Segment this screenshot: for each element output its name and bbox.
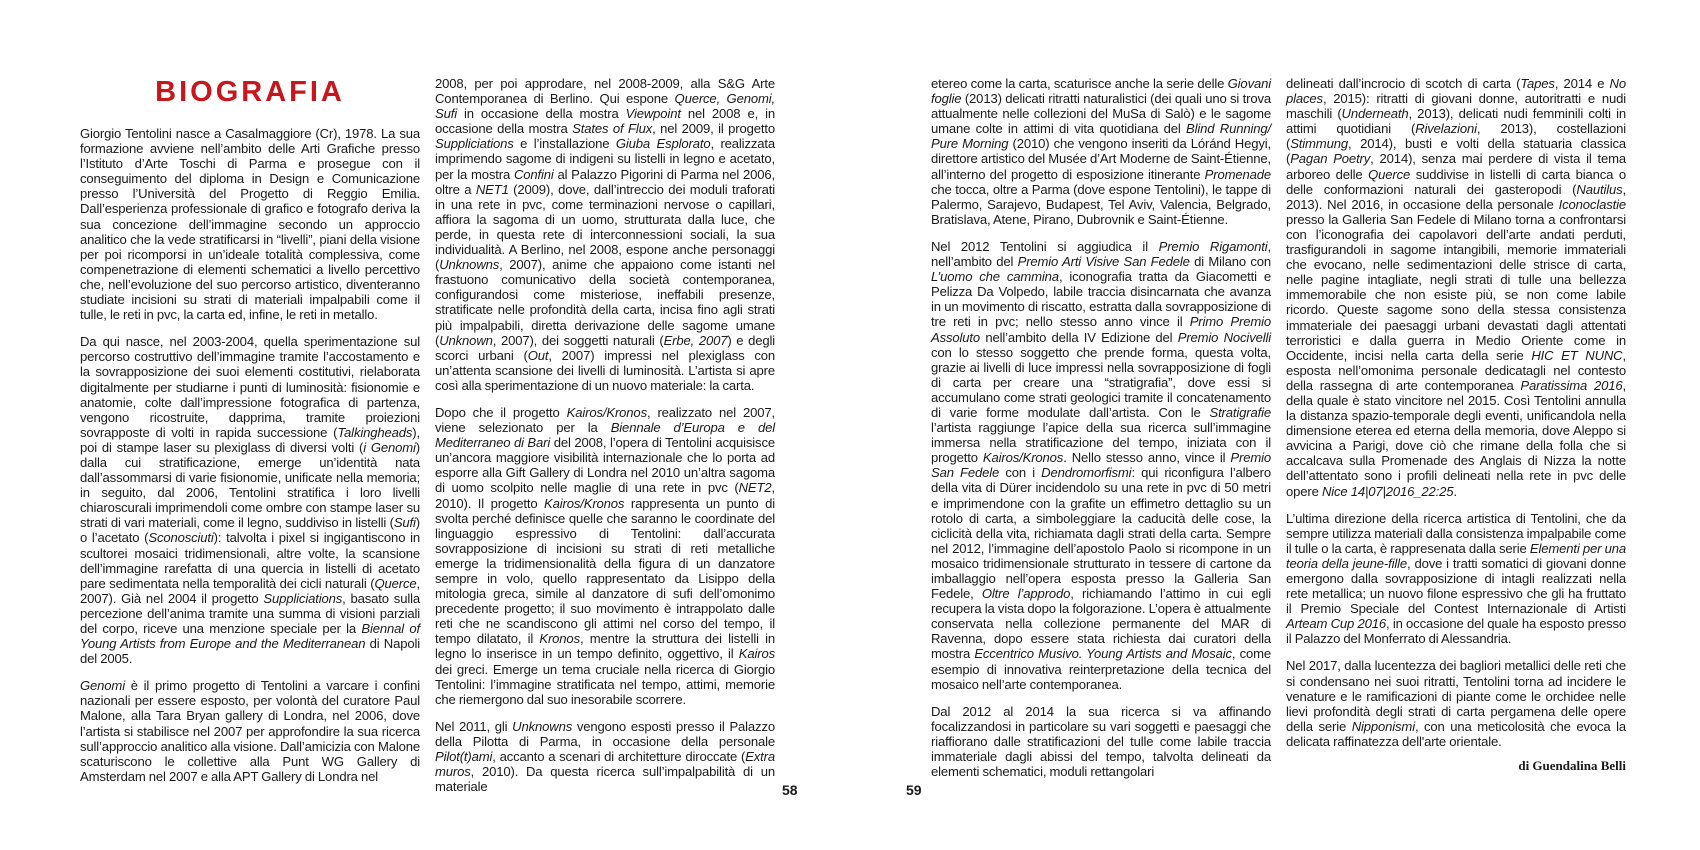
italic-text: Giovani foglie [931, 76, 1271, 107]
italic-text: Arteam Cup 2016 [1286, 616, 1387, 632]
text-run: in occasione della mostra [456, 106, 626, 122]
italic-text: Kronos [539, 631, 580, 647]
italic-text: Suppliciations [435, 136, 514, 152]
text-run: , basato sulla percezione dell’anima tramite una summa di visioni parziali del corpo, riceve una menzione speciale per la [80, 590, 420, 636]
italic-text: Nautilus [1576, 181, 1623, 197]
paragraph [931, 239, 1271, 692]
text-run: , realizzata imprimendo sagome di indigeni su listelli in legno e acetato, per la mostra [435, 136, 775, 182]
text-column-1 [80, 126, 420, 784]
text-run: 2008, per poi approdare, nel 2008-2009, alla S&G Arte Contemporanea di Berlino. Qui espone [435, 76, 775, 107]
text-run: , 2007), dei soggetti naturali ( [492, 332, 664, 348]
italic-text: Unknowns [439, 257, 500, 273]
italic-text: Viewpoint [625, 106, 681, 122]
paragraph [931, 704, 1271, 779]
text-column-2 [435, 76, 775, 794]
italic-text: Promenade [1204, 166, 1271, 182]
italic-text: Kairos/Kronos [566, 404, 647, 420]
text-run: , dove i tratti somatici di giovani donne emergono dalla sovrapposizione di intagli realizzati nella rete metallica; un nuovo filone espressivo che gli ha fruttato il Premio Speciale del Contest Internazionale di Artisti [1286, 555, 1626, 617]
text-run: : qui riconfigura l’albero della vita di Dürer incidendolo su una rete in pvc di 50 metri e imprimendone con la grafite un effimetro dettaglio su un rotolo di carta, a simboleggiare la caducità delle cose, la ciclicità della vita, richiamata dagli strati della carta. Sempre nel 2012, l’immagine dell’apostolo Paolo si ricompone in un mosaico tridimensionale strutturato in tessere di cartone da imballaggio nell’opera esposta presso la Galleria San Fedele, [931, 465, 1272, 602]
text-run: , della quale è stato vincitore nel 2015. Così Tentolini annulla la distanza spazio-temporale degli eventi, unificandola nella dimensione eterea ed eterna della memoria, dove Aleppo si avvicina a Parigi, dove ciò che rimane della folla che si accalcava sulla Promenade des Anglais di Nizza la notte dell’attentato sono i profili delineati nella rete in pvc delle opere [1286, 377, 1626, 499]
italic-text: Giuba Esplorato [615, 136, 711, 152]
italic-text: i Genomi [363, 439, 416, 455]
text-run: , 2010). Da questa ricerca sull’impalpabilità di un materiale [435, 764, 775, 795]
italic-text: Biennale d’Europa e del Mediterraneo di Bari [435, 420, 775, 451]
text-run: , iconografia tratta da Giacometti e Pelizza Da Volpedo, labile traccia disincarnata che avanza in un movimento di riscatto, estratta dalla sovrapposizione di tre reti in pvc; nello stesso anno vince il [931, 269, 1271, 330]
text-run: , 2014), senza mai perdere di vista il tema arboreo delle [1286, 151, 1626, 182]
text-run: Nel 2012 Tentolini si aggiudica il [931, 238, 1159, 254]
italic-text: Unknown [439, 332, 493, 348]
italic-text: Querce [374, 575, 417, 591]
text-run: ), poi di stampe laser su plexiglass di diversi volti ( [80, 424, 420, 455]
text-run: rappresenta un punto di svolta perché definisce quelle che saranno le coordinate del linguaggio espressivo di Tentolini: dall’accurata sovrapposizione di incisioni su strati di reti metalliche emerge la tridimensionalità della figura di un danzatore sempre in volo, quello rappresentato da Lisippo della mitologia greca, simile al danzatore di sufi dell’omonimo precedente progetto; il suo movimento è intrappolato dalle reti che ne scandiscono gli attimi nel corso del tempo, il tempo dilatato, il [435, 495, 775, 647]
text-run: ) e degli scorci urbani ( [435, 332, 775, 363]
italic-text: No places [1286, 76, 1626, 107]
italic-text: Out [527, 347, 549, 363]
text-run: , 2007), anime che appaiono come istanti nel frastuono comunicativo della società contemporanea, configurandosi come misteriose, ineffabili presenze, stratificate nelle profondità della carta, incisa fino agli strati più impalpabili, diretta derivazione delle sagome umane ( [435, 257, 775, 348]
italic-text: Confini [513, 166, 554, 182]
text-run: , richiamando l’attimo in cui egli recupera la vista dopo la folgorazione. L’opera è attualmente conservata nella collezione permanente del MAR di Ravenna, dopo essere stata richiesta dai curatori della mostra [931, 586, 1271, 662]
text-run: , 2015): ritratti di giovani donne, autoritratti e nudi maschili ( [1286, 91, 1626, 122]
text-run: Nel 2011, gli [435, 718, 513, 734]
text-run: , 2007) impressi nel plexiglass con un’attenta scansione dei livelli di luminosità. L’artista si apre così alla sperimentazione di un nuovo materiale: la carta. [435, 347, 775, 393]
text-run: , 2013), costellazioni ( [1286, 121, 1627, 152]
text-run: che tocca, oltre a Parma (dove espone Tentolini), le tappe di Palermo, Sarajevo, Budapest, Tel Aviv, Valencia, Belgrado, Bratislava, Atene, Pirano, Dubrovnik e Saint-Étienne. [931, 181, 1271, 227]
text-run: (2010) che vengono inseriti da Lóránd Hegyi, direttore artistico del Musée d’Art Moderne de Saint-Étienne, all’interno del progetto di esposizione itinerante [931, 136, 1271, 182]
page-title: BIOGRAFIA [155, 76, 345, 108]
text-run: delineati dall’incrocio di scotch di carta ( [1286, 76, 1521, 91]
text-column-4 [1286, 76, 1626, 749]
italic-text: NET1 [475, 181, 509, 197]
text-run: nel 2008 e, in occasione della mostra [435, 106, 775, 137]
text-run: ) dalla cui stratificazione, emerge un’identità nata dall’assommarsi di varie fisionomie, unificate nella memoria; in seguito, dal 2006, Tentolini stratifica i loro livelli chiaroscurali imprimendoli come ombre con stampe laser su strati di vari materiali, come il legno, suddiviso in listelli ( [80, 439, 420, 531]
text-column-3 [931, 76, 1271, 779]
italic-text: Sufi [393, 515, 416, 531]
text-run: , 2010). Il progetto [435, 480, 775, 511]
text-run: L’ultima direzione della ricerca artistica di Tentolini, che da sempre utilizza materiali dalla consistenza impalpabile come il tulle o la carta, è rappresenata dalla serie [1286, 510, 1626, 556]
italic-text: Querce [1368, 166, 1411, 182]
text-run: , come esempio di innovativa reinterpretazione della tecnica del mosaico nell’arte contemporanea. [931, 646, 1271, 692]
italic-text: Paratissima 2016 [1520, 377, 1623, 393]
italic-text: Premio Nocivelli [1177, 329, 1271, 345]
paragraph [80, 334, 420, 666]
text-run: suddivise in listelli di carta bianca o delle conformazioni naturali dei gasteropodi ( [1286, 166, 1626, 197]
paragraph [1286, 658, 1626, 749]
text-run: (2009), dove, dall’intreccio dei moduli traforati in una rete in pvc, come terminazioni nervose o capillari, affiora la sagoma di un uomo, strutturata dalla luce, che perde, in questa rete di interconnessioni sociali, la sua individualità. A Berlino, nel 2008, espone anche personaggi ( [435, 181, 776, 273]
text-run: , 2007). Già nel 2004 il progetto [80, 575, 420, 606]
text-run: , nell’ambito del [931, 238, 1271, 270]
italic-text: Kairos/Kronos [982, 450, 1064, 466]
italic-text: Premio San Fedele [931, 450, 1271, 481]
text-run: , in occasione del quale ha esposto presso il Palazzo del Monferrato di Alessandria. [1286, 616, 1626, 647]
italic-text: Stratigrafie [1209, 404, 1271, 420]
italic-text: Underneath [1341, 106, 1409, 122]
italic-text: States of Flux [572, 121, 653, 137]
paragraph [1286, 511, 1626, 647]
text-run: Da qui nasce, nel 2003-2004, quella sperimentazione sul percorso costruttivo dell’immagine tramite l’accostamento e la sovrapposizione dei suoi elementi costitutivi, rielaborata digitalmente per studiarne i punti di luminosità: fisionomie e anatomie, colte dall’impressione fotografica di partenza, vengono ricostruite, dapprima, tramite proiezioni sovrapposte di volti in rapida successione ( [80, 334, 420, 440]
text-run: ): talvolta i pixel si ingigantiscono in scultorei mosaici tridimensionali, altre volte, la scansione dell’immagine rarefatta di una quercia in listelli di acetato pare sedimentata nella temporalità dei cicli naturali ( [80, 530, 421, 591]
page-number-right: 59 [906, 782, 922, 798]
italic-text: Pagan Poetry [1290, 151, 1371, 167]
italic-text: Oltre l’approdo [981, 586, 1071, 602]
text-run: . [1453, 483, 1457, 499]
text-run: , 2013), delicati nudi femminili colti in attimi quotidiani ( [1286, 106, 1626, 137]
text-run: Giorgio Tentolini nasce a Casalmaggiore (Cr), 1978. La sua formazione avviene nell’ambito delle Arti Grafiche presso l’Istituto d’Arte Toschi di Parma e prosegue con il conseguimento del diploma in Design e Comunicazione presso l’Università del Progetto di Reggio Emilia. Dall’esperienza professionale di grafico e fotografo deriva la sua concezione dell’immagine secondo un approccio analitico che la vede stratificarsi in “livelli”, piani della visione per poi ricomporsi in un’ideale totalità complessiva, come compenetrazione di elementi schematici a livello percettivo che, nell’evoluzione del suo percorso artistico, diventeranno studiate incisioni su strati di materiali impalpabili come il tulle, le reti in pvc, la carta ed, infine, le reti in metallo. [80, 126, 420, 323]
italic-text: Erbe, 2007 [663, 332, 728, 348]
italic-text: Blind Running/ Pure Morning [931, 121, 1271, 152]
text-run: etereo come la carta, scaturisce anche la serie delle [931, 76, 1228, 91]
text-run: con i [999, 465, 1042, 481]
text-run: dei greci. Emerge un tema cruciale nella ricerca di Giorgio Tentolini: l’immagine stratificata nel tempo, attimi, memorie che riemergono dal suo inesorabile scorrere. [435, 661, 775, 707]
italic-text: Eccentrico Musivo. Young Artists and Mosaic [974, 646, 1232, 662]
paragraph [80, 126, 420, 322]
text-run: , 2013). Nel 2016, in occasione della personale [1286, 181, 1626, 212]
text-run: e l’installazione [513, 136, 616, 152]
text-run: con lo stesso soggetto che prende forma, questa volta, grazie ai livelli di luce impressi nella sovrapposizione di fogli di carta per creare una “stratigrafia”, dove essi si accumulano come strati geologici tramite il concatenamento di varie forme modulate dall’artista. Con le [931, 344, 1271, 420]
italic-text: Kairos [738, 646, 775, 662]
italic-text: Iconoclastie [1558, 196, 1626, 212]
text-run: è il primo progetto di Tentolini a varcare i confini nazionali per essere esposto, per volontà del curatore Paul Malone, alla Tara Bryan gallery di Londra, nel 2006, dove l’artista si stabilisce nel 2007 per approfondire la sua ricerca sull’approccio analitico alla visione. Dall’amicizia con Malone scaturiscono le collettive alla Punt WG Gallery di Amsterdam nel 2007 e alla APT Gallery di Londra nel [80, 678, 420, 784]
italic-text: Nipponismi [1351, 718, 1415, 734]
text-run: nell’ambito della IV Edizione del [980, 329, 1178, 345]
text-run: , esposta nell’omonima personale dedicatagli nel contesto della rassegna di arte contemporanea [1286, 347, 1626, 393]
text-run: . Nello stesso anno, vince il [1063, 450, 1231, 466]
italic-text: Unknowns [512, 718, 573, 734]
text-run: ) o l’acetato ( [80, 515, 420, 546]
italic-text: Dendromorfismi [1041, 465, 1132, 481]
italic-text: Sconosciuti [148, 530, 214, 546]
page-number-left: 58 [782, 782, 798, 798]
text-run: del 2008, l’opera di Tentolini acquisisce un’ancora maggiore visibilità internazionale che lo porta ad esporre alla Gift Gallery di Londra nel 2010 un’altra sagoma di uomo scolpito nelle maglie di una rete in pvc ( [435, 435, 775, 496]
italic-text: L’uomo che cammina [931, 269, 1059, 285]
italic-text: Talkingheads [337, 424, 413, 440]
italic-text: Suppliciations [263, 590, 343, 606]
text-run: vengono esposti presso il Palazzo della Pilotta di Parma, in occasione della personale [435, 718, 775, 749]
italic-text: HIC ET NUNC [1531, 347, 1623, 363]
text-run: di Milano con [1189, 254, 1272, 270]
italic-text: Premio Rigamonti [1158, 238, 1268, 254]
italic-text: Querce, Genomi, Sufi [435, 91, 775, 122]
italic-text: Premio Arti Visive San Fedele [1017, 254, 1190, 270]
paragraph [1286, 76, 1626, 499]
italic-text: Genomi [80, 678, 125, 694]
text-run: , nel 2009, il progetto [652, 121, 775, 137]
italic-text: Nice 14|07|2016_22:25 [1321, 483, 1454, 499]
text-run: al Palazzo Pigorini di Parma nel 2006, oltre a [435, 166, 776, 197]
paragraph [435, 76, 775, 393]
paragraph [931, 76, 1271, 227]
italic-text: Tapes [1520, 76, 1555, 91]
paragraph [80, 678, 420, 784]
italic-text: Primo Premio Assoluto [931, 314, 1271, 345]
italic-text: Rivelazioni [1415, 121, 1477, 137]
text-run: , mentre la struttura dei listelli in legno lo inserisce in un tempo definito, oggettivo, il [435, 631, 776, 662]
author-signature: di Guendalina Belli [1518, 758, 1626, 773]
italic-text: Extra muros [435, 749, 775, 780]
paragraph [435, 719, 775, 794]
italic-text: NET2 [738, 480, 772, 496]
italic-text: Biennal of Young Artists from Europe and the Mediterranean [80, 621, 420, 652]
text-run: presso la Galleria San Fedele di Milano torna a confrontarsi con l’iconografia dei capolavori dell’arte andati perduti, trasfigurandoli in sagome intangibili, memorie immateriali che evocano, nelle sedimentazioni delle strisce di carta, nelle pagine intagliate, negli strati di tulle una bellezza immemorabile che non esiste più, se non come labile ricordo. Queste sagome sono della stessa consistenza immateriale dei paesaggi urbani devastati dagli attentati terroristici e dalla guerra in Medio Oriente come in Occidente, incisi nella carta della serie [1286, 211, 1626, 363]
italic-text: Pilot(t)ami [435, 749, 493, 765]
text-run: l’artista raggiunge l’apice della sua ricerca sull’immagine immersa nella stratificazione del tempo, iniziata con il progetto [931, 420, 1271, 466]
text-run: Dal 2012 al 2014 la sua ricerca si va affinando focalizzandosi in particolare su vari soggetti e paesaggi che riaffiorano dalle stratificazioni del tulle come labile traccia immateriale dagli abissi del tempo, talvolta delineati da elementi schematici, moduli rettangolari [931, 703, 1271, 780]
text-run: Dopo che il progetto [435, 404, 567, 420]
italic-text: Kairos/Kronos [544, 495, 625, 511]
text-run: (2013) delicati ritratti naturalistici (dei quali uno si trova attualmente nelle collezioni del MuSa di Salò) e le sagome umane colte in attimi di vita quotidiana del [931, 91, 1271, 137]
text-run: , 2014), busti e volti della statuaria classica ( [1286, 136, 1626, 167]
text-run: , con una meticolosità che evoca la delicata raffinatezza dell'arte orientale. [1286, 718, 1626, 749]
paragraph [435, 405, 775, 707]
text-run: di Napoli del 2005. [80, 636, 420, 667]
text-run: , accanto a scenari di architetture diroccate ( [492, 749, 746, 765]
italic-text: Elementi per una teoria della jeune-fille [1286, 540, 1626, 571]
italic-text: Stimmung [1290, 136, 1348, 152]
text-run: , 2014 e [1554, 76, 1610, 91]
text-run: , realizzato nel 2007, viene selezionato per la [435, 404, 775, 436]
text-run: Nel 2017, dalla lucentezza dei bagliori metallici delle reti che si condensano nei suoi ritratti, Tentolini torna ad incidere le venature e le ramificazioni di piante come le orchidee nelle lievi profondità degli strati di carta pergamena delle opere della serie [1286, 658, 1626, 734]
